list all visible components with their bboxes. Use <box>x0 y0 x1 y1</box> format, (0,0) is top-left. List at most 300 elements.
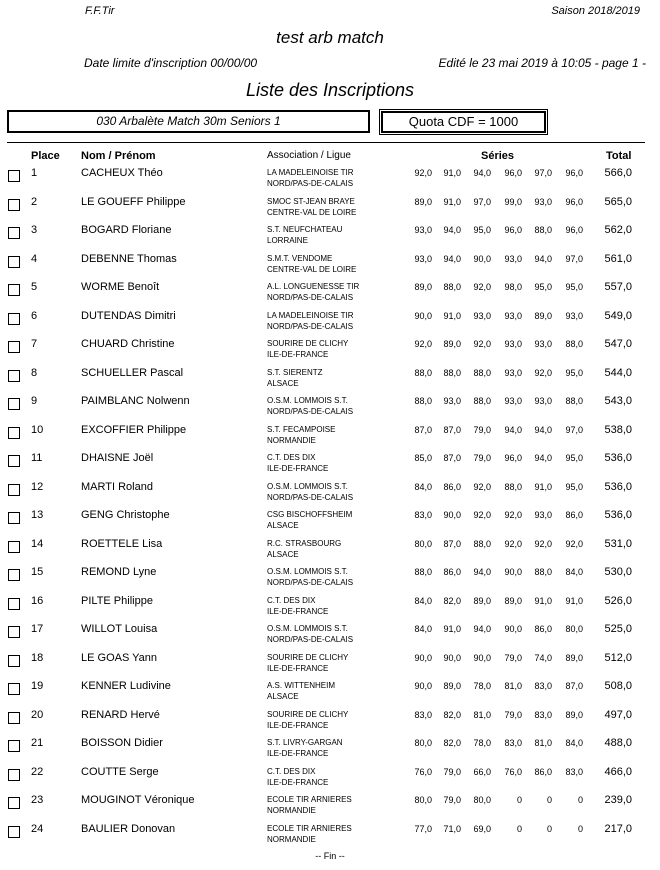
total-cell: 508,0 <box>604 680 632 692</box>
series-4-cell: 94,0 <box>504 424 522 435</box>
series-5-cell: 74,0 <box>534 652 552 663</box>
series-4-cell: 90,0 <box>504 567 522 577</box>
series-4-cell: 93,0 <box>504 396 522 406</box>
name-cell: PAIMBLANC Nolwenn <box>81 395 190 407</box>
club-cell: S.T. NEUFCHATEAU <box>267 225 343 234</box>
total-cell: 544,0 <box>604 366 632 379</box>
series-4-cell: 93,0 <box>504 253 522 264</box>
series-3-cell: 94,0 <box>473 624 491 634</box>
series-1-cell: 80,0 <box>414 538 432 549</box>
row-checkbox[interactable] <box>8 455 20 467</box>
series-5-cell: 92,0 <box>534 367 552 378</box>
table-row <box>0 652 660 680</box>
series-6-cell: 0 <box>577 823 583 834</box>
club-cell: SOURIRE DE CLICHY <box>267 709 349 719</box>
series-1-cell: 85,0 <box>414 453 432 463</box>
column-header-series: Séries <box>481 150 515 162</box>
series-5-cell: 97,0 <box>534 168 552 178</box>
table-row <box>0 509 660 537</box>
name-cell: WILLOT Louisa <box>81 623 158 635</box>
series-3-cell: 94,0 <box>473 567 491 577</box>
name-cell: COUTTE Serge <box>81 765 159 778</box>
series-3-cell: 97,0 <box>473 196 491 207</box>
table-row <box>0 196 660 224</box>
club-cell: O.S.M. LOMMOIS S.T. <box>267 396 348 405</box>
row-checkbox[interactable] <box>8 484 20 496</box>
series-2-cell: 90,0 <box>443 510 461 520</box>
total-cell: 561,0 <box>604 252 632 265</box>
place-cell: 11 <box>31 452 43 464</box>
name-cell: GENG Christophe <box>81 509 170 521</box>
table-row <box>0 395 660 423</box>
series-6-cell: 96,0 <box>565 168 583 178</box>
series-4-cell: 79,0 <box>504 709 522 720</box>
series-5-cell: 94,0 <box>534 453 552 463</box>
total-cell: 525,0 <box>604 623 632 635</box>
row-checkbox[interactable] <box>8 427 20 439</box>
club-cell: S.T. FECAMPOISE <box>267 424 336 434</box>
series-5-cell: 95,0 <box>534 282 552 292</box>
club-cell: S.M.T. VENDOME <box>267 253 333 263</box>
league-cell: NORD/PAS-DE-CALAIS <box>267 321 354 331</box>
series-1-cell: 90,0 <box>414 652 432 663</box>
place-cell: 17 <box>31 623 44 635</box>
club-cell: C.T. DES DIX <box>267 595 316 605</box>
series-4-cell: 98,0 <box>504 282 522 292</box>
row-checkbox[interactable] <box>8 626 20 638</box>
league-cell: NORD/PAS-DE-CALAIS <box>267 179 354 188</box>
series-3-cell: 79,0 <box>473 424 491 435</box>
place-cell: 2 <box>31 195 38 208</box>
series-6-cell: 0 <box>577 795 583 805</box>
series-2-cell: 87,0 <box>443 453 461 463</box>
league-cell: NORMANDIE <box>267 806 316 815</box>
place-cell: 14 <box>31 537 44 550</box>
name-cell: DUTENDAS Dimitri <box>81 309 176 322</box>
series-2-cell: 82,0 <box>443 709 461 720</box>
table-row <box>0 310 660 338</box>
column-header-association: Association / Ligue <box>267 150 351 161</box>
club-cell: C.T. DES DIX <box>267 453 316 462</box>
series-6-cell: 91,0 <box>565 595 583 606</box>
series-1-cell: 76,0 <box>414 766 432 777</box>
series-5-cell: 89,0 <box>534 310 552 321</box>
place-cell: 6 <box>31 309 38 322</box>
club-cell: S.T. LIVRY-GARGAN <box>267 738 343 747</box>
table-row <box>0 680 660 708</box>
series-2-cell: 88,0 <box>443 367 461 378</box>
total-cell: 497,0 <box>604 708 632 721</box>
total-cell: 562,0 <box>604 224 632 236</box>
edition-info: Edité le 23 mai 2019 à 10:05 - page 1 - <box>438 56 646 70</box>
table-row <box>0 367 660 395</box>
name-cell: REMOND Lyne <box>81 566 157 578</box>
series-4-cell: 0 <box>516 823 522 834</box>
series-1-cell: 90,0 <box>414 310 432 321</box>
event-name-box: 030 Arbalète Match 30m Seniors 1 <box>7 110 370 133</box>
series-2-cell: 82,0 <box>443 595 461 606</box>
series-3-cell: 92,0 <box>473 339 491 349</box>
series-6-cell: 84,0 <box>565 738 583 748</box>
total-cell: 466,0 <box>604 765 632 778</box>
total-cell: 565,0 <box>604 195 632 208</box>
series-2-cell: 91,0 <box>443 310 461 321</box>
series-6-cell: 97,0 <box>565 424 583 435</box>
series-3-cell: 90,0 <box>473 652 491 663</box>
table-row <box>0 452 660 480</box>
header-divider <box>7 142 645 143</box>
name-cell: BAULIER Donovan <box>81 822 176 835</box>
club-cell: O.S.M. LOMMOIS S.T. <box>267 567 348 576</box>
series-4-cell: 93,0 <box>504 367 522 378</box>
place-cell: 12 <box>31 480 44 493</box>
series-2-cell: 89,0 <box>443 681 461 691</box>
row-checkbox[interactable] <box>8 256 20 268</box>
name-cell: DHAISNE Joël <box>81 452 154 464</box>
series-5-cell: 93,0 <box>534 196 552 207</box>
total-cell: 549,0 <box>604 309 632 322</box>
series-5-cell: 86,0 <box>534 766 552 777</box>
series-4-cell: 89,0 <box>504 595 522 606</box>
series-4-cell: 76,0 <box>504 766 522 777</box>
series-5-cell: 88,0 <box>534 225 552 235</box>
name-cell: CHUARD Christine <box>81 338 175 350</box>
column-header-name: Nom / Prénom <box>81 150 156 162</box>
series-1-cell: 93,0 <box>414 253 432 264</box>
table-row <box>0 623 660 651</box>
total-cell: 547,0 <box>604 338 632 350</box>
series-4-cell: 90,0 <box>504 624 522 634</box>
table-row <box>0 253 660 281</box>
place-cell: 13 <box>31 509 44 521</box>
league-cell: ILE-DE-FRANCE <box>267 663 329 673</box>
series-3-cell: 66,0 <box>473 766 491 777</box>
series-4-cell: 88,0 <box>504 481 522 492</box>
row-checkbox[interactable] <box>8 683 20 695</box>
series-4-cell: 81,0 <box>504 681 522 691</box>
series-1-cell: 92,0 <box>414 339 432 349</box>
name-cell: BOISSON Didier <box>81 737 163 749</box>
place-cell: 21 <box>31 737 44 749</box>
table-row <box>0 766 660 794</box>
league-cell: ALSACE <box>267 692 299 701</box>
series-6-cell: 96,0 <box>565 196 583 207</box>
total-cell: 566,0 <box>604 167 632 179</box>
series-5-cell: 92,0 <box>534 538 552 549</box>
row-checkbox[interactable] <box>8 341 20 353</box>
name-cell: ROETTELE Lisa <box>81 537 163 550</box>
series-2-cell: 87,0 <box>443 538 461 549</box>
club-cell: A.S. WITTENHEIM <box>267 681 335 690</box>
table-row <box>0 794 660 822</box>
series-6-cell: 97,0 <box>565 253 583 264</box>
series-2-cell: 79,0 <box>443 766 461 777</box>
series-3-cell: 94,0 <box>473 168 491 178</box>
league-cell: ALSACE <box>267 549 299 559</box>
series-1-cell: 93,0 <box>414 225 432 235</box>
league-cell: NORD/PAS-DE-CALAIS <box>267 407 354 416</box>
series-6-cell: 80,0 <box>565 624 583 634</box>
league-cell: NORMANDIE <box>267 834 316 844</box>
table-row <box>0 338 660 366</box>
series-2-cell: 86,0 <box>443 567 461 577</box>
series-2-cell: 91,0 <box>443 196 461 207</box>
name-cell: LE GOAS Yann <box>81 651 158 664</box>
series-5-cell: 93,0 <box>534 510 552 520</box>
club-cell: SOURIRE DE CLICHY <box>267 339 349 348</box>
total-cell: 530,0 <box>604 566 632 578</box>
series-3-cell: 78,0 <box>473 681 491 691</box>
league-cell: CENTRE-VAL DE LOIRE <box>267 207 357 217</box>
row-checkbox[interactable] <box>8 797 20 809</box>
organization-name: F.F.Tir <box>85 5 115 17</box>
total-cell: 512,0 <box>604 651 632 664</box>
row-checkbox[interactable] <box>8 284 20 296</box>
table-row <box>0 709 660 737</box>
place-cell: 7 <box>31 338 38 350</box>
club-cell: SMOC ST-JEAN BRAYE <box>267 196 355 206</box>
club-cell: LA MADELEINOISE TIR <box>267 168 354 177</box>
total-cell: 536,0 <box>604 509 632 521</box>
row-checkbox[interactable] <box>8 655 20 667</box>
total-cell: 536,0 <box>604 480 632 493</box>
name-cell: WORME Benoît <box>81 281 160 293</box>
club-cell: O.S.M. LOMMOIS S.T. <box>267 624 348 633</box>
series-6-cell: 88,0 <box>565 339 583 349</box>
place-cell: 20 <box>31 708 44 721</box>
series-3-cell: 90,0 <box>473 253 491 264</box>
list-title: Liste des Inscriptions <box>245 80 415 100</box>
club-cell: ECOLE TIR ARNIERES <box>267 795 352 804</box>
series-5-cell: 91,0 <box>534 595 552 606</box>
league-cell: ILE-DE-FRANCE <box>267 749 329 758</box>
club-cell: A.L. LONGUENESSE TIR <box>267 282 360 291</box>
series-2-cell: 86,0 <box>443 481 461 492</box>
series-6-cell: 96,0 <box>565 225 583 235</box>
league-cell: ILE-DE-FRANCE <box>267 464 329 473</box>
series-4-cell: 83,0 <box>504 738 522 748</box>
series-5-cell: 93,0 <box>534 339 552 349</box>
series-1-cell: 88,0 <box>414 567 432 577</box>
club-cell: ECOLE TIR ARNIERES <box>267 823 352 833</box>
club-cell: SOURIRE DE CLICHY <box>267 652 349 662</box>
total-cell: 557,0 <box>604 281 632 293</box>
series-2-cell: 87,0 <box>443 424 461 435</box>
series-1-cell: 89,0 <box>414 196 432 207</box>
row-checkbox[interactable] <box>8 569 20 581</box>
series-6-cell: 89,0 <box>565 709 583 720</box>
place-cell: 16 <box>31 594 44 607</box>
series-1-cell: 87,0 <box>414 424 432 435</box>
place-cell: 18 <box>31 651 44 664</box>
series-1-cell: 77,0 <box>414 823 432 834</box>
series-3-cell: 92,0 <box>473 510 491 520</box>
series-5-cell: 93,0 <box>534 396 552 406</box>
row-checkbox[interactable] <box>8 712 20 724</box>
series-6-cell: 93,0 <box>565 310 583 321</box>
row-checkbox[interactable] <box>8 199 20 211</box>
series-3-cell: 89,0 <box>473 595 491 606</box>
column-header-total: Total <box>606 150 632 162</box>
row-checkbox[interactable] <box>8 769 20 781</box>
place-cell: 4 <box>31 252 38 265</box>
table-row <box>0 823 660 851</box>
series-3-cell: 79,0 <box>473 453 491 463</box>
series-4-cell: 96,0 <box>504 225 522 235</box>
total-cell: 239,0 <box>604 794 632 806</box>
season-label: Saison 2018/2019 <box>551 5 640 17</box>
series-6-cell: 86,0 <box>565 510 583 520</box>
row-checkbox[interactable] <box>8 227 20 239</box>
series-4-cell: 99,0 <box>504 196 522 207</box>
table-row <box>0 481 660 509</box>
place-cell: 1 <box>31 167 38 179</box>
end-marker: -- Fin -- <box>315 851 345 861</box>
total-cell: 531,0 <box>604 537 632 550</box>
table-row <box>0 224 660 252</box>
league-cell: ALSACE <box>267 521 299 530</box>
row-checkbox[interactable] <box>8 541 20 553</box>
series-4-cell: 92,0 <box>504 510 522 520</box>
series-6-cell: 95,0 <box>565 282 583 292</box>
league-cell: ILE-DE-FRANCE <box>267 720 329 730</box>
name-cell: MOUGINOT Véronique <box>81 794 195 806</box>
series-5-cell: 88,0 <box>534 567 552 577</box>
series-6-cell: 84,0 <box>565 567 583 577</box>
row-checkbox[interactable] <box>8 826 20 838</box>
table-row <box>0 424 660 452</box>
series-1-cell: 89,0 <box>414 282 432 292</box>
series-1-cell: 88,0 <box>414 367 432 378</box>
series-4-cell: 79,0 <box>504 652 522 663</box>
league-cell: ILE-DE-FRANCE <box>267 350 329 359</box>
place-cell: 3 <box>31 224 38 236</box>
series-4-cell: 0 <box>516 795 522 805</box>
name-cell: BOGARD Floriane <box>81 224 172 236</box>
club-cell: R.C. STRASBOURG <box>267 538 342 548</box>
series-3-cell: 69,0 <box>473 823 491 834</box>
series-3-cell: 80,0 <box>473 795 491 805</box>
table-row <box>0 566 660 594</box>
league-cell: ILE-DE-FRANCE <box>267 606 329 616</box>
series-3-cell: 78,0 <box>473 738 491 748</box>
registration-deadline: Date limite d'inscription 00/00/00 <box>84 56 258 70</box>
column-header-place: Place <box>31 150 60 162</box>
row-checkbox[interactable] <box>8 512 20 524</box>
series-3-cell: 93,0 <box>473 310 491 321</box>
series-3-cell: 92,0 <box>473 282 491 292</box>
league-cell: NORD/PAS-DE-CALAIS <box>267 578 354 587</box>
name-cell: PILTE Philippe <box>81 594 153 607</box>
series-4-cell: 96,0 <box>504 168 522 178</box>
series-5-cell: 83,0 <box>534 709 552 720</box>
total-cell: 488,0 <box>604 737 632 749</box>
series-2-cell: 71,0 <box>443 823 461 834</box>
series-1-cell: 80,0 <box>414 738 432 748</box>
series-6-cell: 95,0 <box>565 367 583 378</box>
league-cell: ALSACE <box>267 378 299 388</box>
series-6-cell: 88,0 <box>565 396 583 406</box>
place-cell: 15 <box>31 566 44 578</box>
series-6-cell: 95,0 <box>565 453 583 463</box>
series-2-cell: 79,0 <box>443 795 461 805</box>
place-cell: 19 <box>31 680 44 692</box>
series-4-cell: 93,0 <box>504 310 522 321</box>
series-1-cell: 84,0 <box>414 481 432 492</box>
series-5-cell: 0 <box>546 795 552 805</box>
total-cell: 526,0 <box>604 594 632 607</box>
series-6-cell: 83,0 <box>565 766 583 777</box>
series-6-cell: 87,0 <box>565 681 583 691</box>
document-title: test arb match <box>276 28 384 47</box>
series-2-cell: 93,0 <box>443 396 461 406</box>
row-checkbox[interactable] <box>8 170 20 182</box>
league-cell: NORD/PAS-DE-CALAIS <box>267 635 354 644</box>
club-cell: C.T. DES DIX <box>267 766 316 776</box>
series-2-cell: 91,0 <box>443 624 461 634</box>
total-cell: 536,0 <box>604 452 632 464</box>
name-cell: MARTI Roland <box>81 480 153 493</box>
quota-box: Quota CDF = 1000 <box>381 111 546 133</box>
table-row <box>0 595 660 623</box>
name-cell: RENARD Hervé <box>81 708 160 721</box>
series-5-cell: 0 <box>546 823 552 834</box>
series-1-cell: 80,0 <box>414 795 432 805</box>
league-cell: NORMANDIE <box>267 435 316 445</box>
name-cell: CACHEUX Théo <box>81 167 163 179</box>
table-row <box>0 737 660 765</box>
series-3-cell: 92,0 <box>473 481 491 492</box>
series-5-cell: 91,0 <box>534 481 552 492</box>
row-checkbox[interactable] <box>8 370 20 382</box>
series-1-cell: 84,0 <box>414 624 432 634</box>
series-5-cell: 83,0 <box>534 681 552 691</box>
table-row <box>0 281 660 309</box>
place-cell: 5 <box>31 281 38 293</box>
row-checkbox[interactable] <box>8 313 20 325</box>
name-cell: EXCOFFIER Philippe <box>81 423 187 436</box>
league-cell: NORD/PAS-DE-CALAIS <box>267 492 354 502</box>
series-5-cell: 81,0 <box>534 738 552 748</box>
club-cell: LA MADELEINOISE TIR <box>267 310 354 320</box>
series-2-cell: 94,0 <box>443 253 461 264</box>
series-1-cell: 83,0 <box>414 510 432 520</box>
league-cell: ILE-DE-FRANCE <box>267 777 329 787</box>
row-checkbox[interactable] <box>8 598 20 610</box>
league-cell: LORRAINE <box>267 236 308 245</box>
series-2-cell: 91,0 <box>443 168 461 178</box>
series-2-cell: 94,0 <box>443 225 461 235</box>
name-cell: LE GOUEFF Philippe <box>81 195 186 208</box>
series-2-cell: 82,0 <box>443 738 461 748</box>
place-cell: 24 <box>31 822 44 835</box>
series-2-cell: 89,0 <box>443 339 461 349</box>
series-1-cell: 90,0 <box>414 681 432 691</box>
series-4-cell: 96,0 <box>504 453 522 463</box>
series-1-cell: 92,0 <box>414 168 432 178</box>
club-cell: O.S.M. LOMMOIS S.T. <box>267 481 348 491</box>
place-cell: 9 <box>31 395 38 407</box>
series-4-cell: 93,0 <box>504 339 522 349</box>
league-cell: CENTRE-VAL DE LOIRE <box>267 264 357 274</box>
series-3-cell: 88,0 <box>473 367 491 378</box>
place-cell: 23 <box>31 794 44 806</box>
row-checkbox[interactable] <box>8 398 20 410</box>
series-2-cell: 88,0 <box>443 282 461 292</box>
series-2-cell: 90,0 <box>443 652 461 663</box>
row-checkbox[interactable] <box>8 740 20 752</box>
series-3-cell: 81,0 <box>473 709 491 720</box>
